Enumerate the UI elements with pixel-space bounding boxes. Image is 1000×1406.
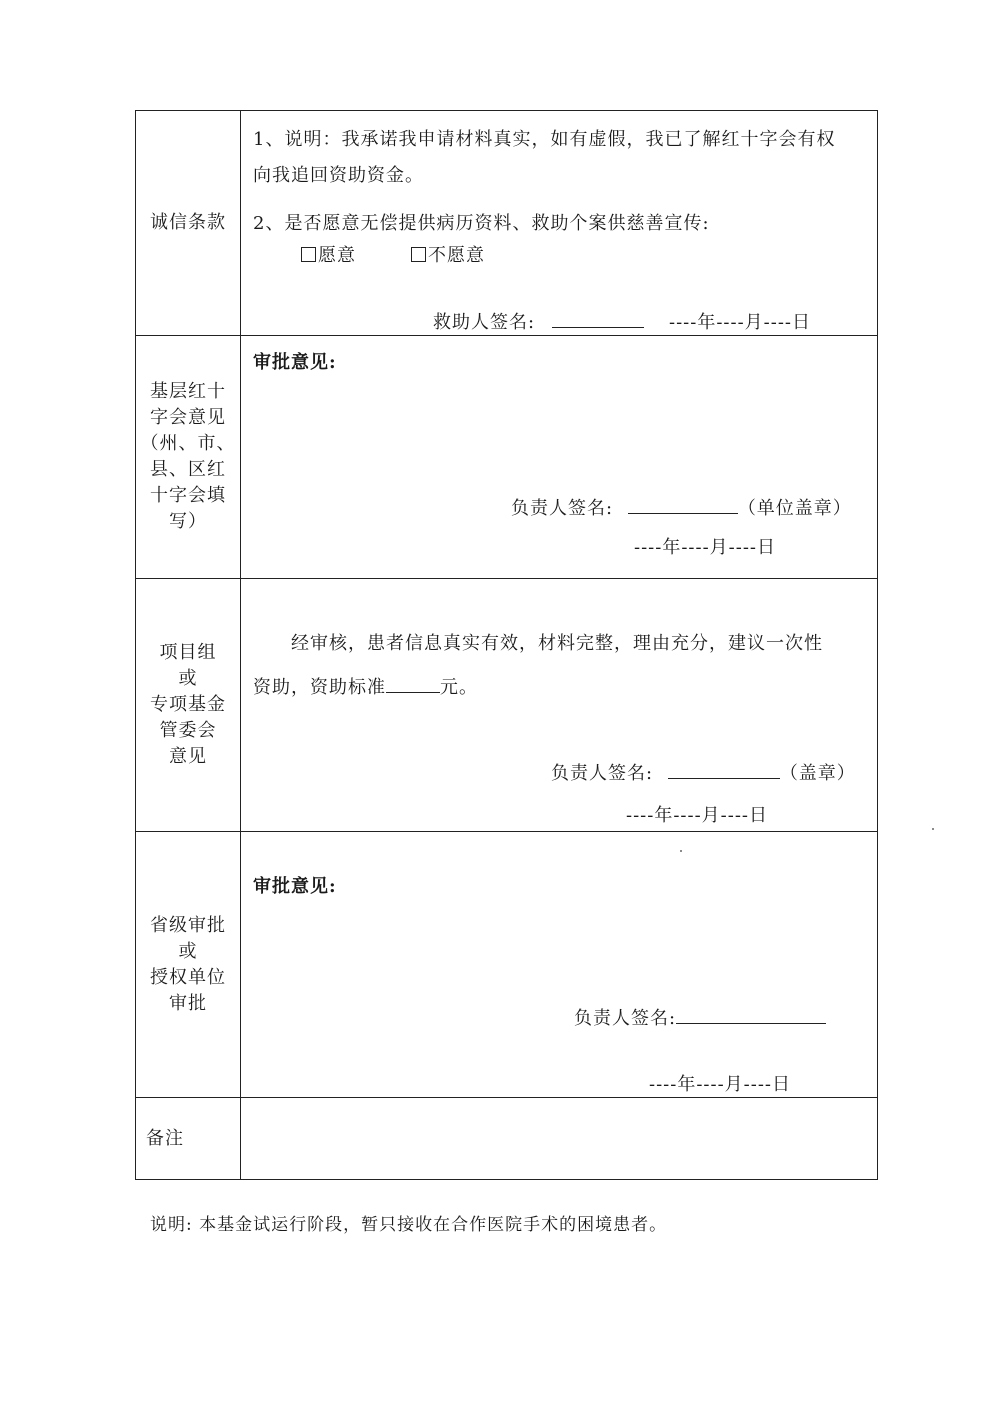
day-label: 日 bbox=[791, 312, 811, 333]
provincial-approval-content bbox=[241, 832, 877, 1097]
project-label-line: 管委会 bbox=[159, 720, 217, 741]
month-label: 月 bbox=[701, 805, 721, 826]
year-label: 年 bbox=[662, 537, 682, 558]
provincial-label-line: 审批 bbox=[169, 992, 207, 1014]
day-blank: ---- bbox=[728, 537, 757, 558]
grassroots-label-line: 写） bbox=[169, 511, 207, 532]
month-label: 月 bbox=[709, 537, 729, 558]
grassroots-label-line: 县、区红 bbox=[150, 459, 226, 480]
project-label-line: 专项基金 bbox=[150, 694, 226, 715]
consent-no-label: 不愿意 bbox=[428, 245, 485, 266]
grassroots-label-line: 十字会填 bbox=[150, 485, 226, 506]
provincial-label-line: 省级审批 bbox=[150, 914, 226, 936]
review-statement-line1: 经审核，患者信息真实有效，材料完整，理由充分，建议一次性 bbox=[291, 633, 823, 654]
publicity-consent-question: 2、是否愿意无偿提供病历资料、救助个案供慈善宣传: bbox=[253, 213, 710, 234]
day-label: 日 bbox=[748, 805, 768, 826]
year-label: 年 bbox=[677, 1074, 697, 1095]
month-blank: ---- bbox=[673, 805, 702, 826]
grassroots-label-line: 基层红十 bbox=[150, 381, 226, 402]
day-blank: ---- bbox=[743, 1074, 772, 1095]
grassroots-signature-line bbox=[511, 494, 852, 520]
provincial-date bbox=[649, 1070, 791, 1096]
grassroots-label-line: （州、市、 bbox=[140, 433, 236, 454]
month-label: 月 bbox=[724, 1074, 744, 1095]
beneficiary-date bbox=[669, 308, 811, 334]
provincial-opinion-label: 审批意见: bbox=[253, 876, 337, 897]
grassroots-label bbox=[136, 336, 241, 578]
grassroots-label-line: 字会意见 bbox=[150, 407, 226, 428]
project-signature-label: 负责人签名: bbox=[551, 763, 654, 784]
project-committee-label bbox=[136, 579, 241, 831]
year-label: 年 bbox=[654, 805, 674, 826]
month-label: 月 bbox=[744, 312, 764, 333]
year-blank: ---- bbox=[669, 312, 698, 333]
project-signature-line bbox=[551, 759, 856, 785]
grassroots-redcross-row bbox=[136, 336, 877, 579]
funding-standard-label: 资助，资助标准 bbox=[253, 677, 386, 698]
grassroots-opinion-label: 审批意见: bbox=[253, 352, 337, 373]
provincial-signature-line bbox=[574, 1004, 826, 1030]
scan-speck bbox=[680, 850, 682, 852]
integrity-content bbox=[241, 111, 877, 335]
grassroots-date bbox=[634, 533, 776, 559]
day-label: 日 bbox=[771, 1074, 791, 1095]
remarks-row bbox=[136, 1098, 877, 1179]
provincial-signature-label: 负责人签名: bbox=[574, 1008, 677, 1029]
provincial-signature-field[interactable] bbox=[676, 1005, 826, 1024]
day-label: 日 bbox=[756, 537, 776, 558]
year-label: 年 bbox=[697, 312, 717, 333]
project-label-line: 意见 bbox=[169, 746, 207, 767]
grassroots-content bbox=[241, 336, 877, 578]
integrity-statement-line1: 1、说明：我承诺我申请材料真实，如有虚假，我已了解红十字会有权 bbox=[253, 129, 836, 150]
provincial-label-line: 授权单位 bbox=[150, 966, 226, 988]
project-label-line: 或 bbox=[178, 668, 198, 689]
footer-note: 说明: 本基金试运行阶段，暂只接收在合作医院手术的困境患者。 bbox=[150, 1215, 668, 1235]
checkbox-yes-icon[interactable] bbox=[301, 247, 316, 262]
grassroots-signature-field[interactable] bbox=[628, 495, 738, 514]
grassroots-signature-label: 负责人签名: bbox=[511, 498, 614, 519]
remarks-field[interactable] bbox=[241, 1098, 877, 1179]
project-committee-content bbox=[241, 579, 877, 831]
provincial-approval-row bbox=[136, 832, 877, 1098]
month-blank: ---- bbox=[716, 312, 745, 333]
day-blank: ---- bbox=[720, 805, 749, 826]
checkbox-no-icon[interactable] bbox=[411, 247, 426, 262]
integrity-statement-line2: 向我追回资助资金。 bbox=[253, 165, 424, 186]
consent-yes-label: 愿意 bbox=[318, 245, 356, 266]
funding-amount-field[interactable] bbox=[386, 674, 440, 693]
month-blank: ---- bbox=[696, 1074, 725, 1095]
consent-no-option[interactable] bbox=[411, 241, 485, 267]
day-blank: ---- bbox=[763, 312, 792, 333]
remarks-label: 备注 bbox=[136, 1098, 241, 1179]
project-stamp-label: （盖章） bbox=[779, 763, 856, 784]
provincial-label-line: 或 bbox=[178, 940, 198, 962]
project-signature-field[interactable] bbox=[668, 760, 780, 779]
month-blank: ---- bbox=[681, 537, 710, 558]
beneficiary-signature-label: 救助人签名: bbox=[433, 312, 536, 333]
application-form-table bbox=[135, 110, 878, 1180]
consent-yes-option[interactable] bbox=[301, 241, 356, 267]
project-committee-row bbox=[136, 579, 877, 832]
integrity-row bbox=[136, 111, 877, 336]
year-blank: ---- bbox=[626, 805, 655, 826]
beneficiary-signature-field[interactable] bbox=[552, 309, 644, 328]
year-blank: ---- bbox=[649, 1074, 678, 1095]
provincial-approval-label bbox=[136, 832, 241, 1097]
beneficiary-signature-line bbox=[433, 308, 644, 334]
year-blank: ---- bbox=[634, 537, 663, 558]
project-label-line: 项目组 bbox=[159, 642, 217, 663]
currency-unit: 元。 bbox=[440, 677, 478, 698]
review-statement-line2 bbox=[253, 673, 478, 699]
grassroots-stamp-label: （单位盖章） bbox=[737, 498, 852, 519]
scan-speck bbox=[932, 828, 934, 830]
integrity-label: 诚信条款 bbox=[136, 111, 241, 335]
project-date bbox=[626, 801, 768, 827]
